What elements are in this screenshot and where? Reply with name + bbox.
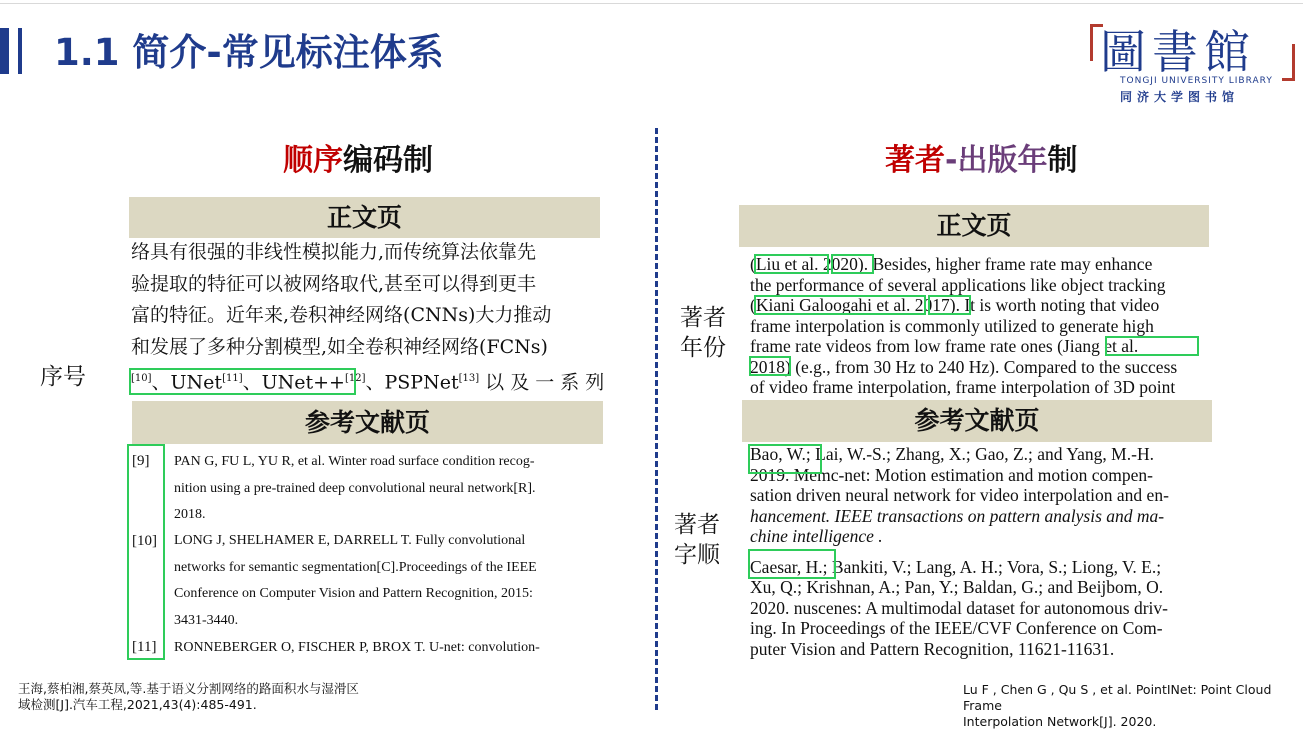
right-heading-red: 著者 [885,143,945,178]
left-ref-list [126,447,606,669]
author-cite: Liu et al. [755,254,819,274]
logo-calligraphy: 圖書館 [1100,25,1256,79]
year-cite: 2017 [914,295,950,315]
right-heading-black: 制 [1047,143,1078,178]
ref-entry-first-line: Caesar, H.; Bankiti, V.; Lang, A. H.; Vora, S.; Liong, V. E.; [750,556,1162,577]
highlight-jiang [1105,336,1199,356]
ref-entry-first-line: Bao, W.; Lai, W.-S.; Zhang, X.; Gao, Z.; and Yang, M.-H. [750,444,1154,464]
left-heading [283,143,433,179]
cite-marker: [10] [131,373,152,384]
left-ref-band: 参考文献页 [132,401,603,444]
right-body-line: (Kiani Galoogahi et al. 2017). It is worth noting that video [750,295,1160,315]
author-cite: Kiani Galoogahi et al. [755,295,911,315]
ref-entry: RONNEBERGER O, FISCHER P, BROX T. U-net: convolution- [174,640,540,655]
author-cite: Jiang et al. [1062,336,1139,356]
right-ref-band: 参考文献页 [742,400,1212,442]
year-cite: 2018 [750,356,785,377]
right-body-line: 2018) (e.g., from 30 Hz to 240 Hz). Compared to the success [750,356,1178,377]
right-side-label-order: 著者 字顺 [674,512,720,568]
right-heading-purple: 出版年 [957,143,1048,178]
cite-marker: [11] [222,373,243,384]
right-body-line: the performance of several applications like object tracking [750,274,1166,295]
left-cite-highlight [129,368,356,395]
highlight-2020 [831,254,874,274]
top-rule [0,3,1303,4]
logo-bracket-right [1282,44,1295,81]
left-body-line: 和发展了多种分割模型,如全卷积神经网络(FCNs) [131,335,548,358]
right-body-line: (Liu et al. 2020). Besides, higher frame rate may enhance [750,254,1153,274]
ref-entry: PAN G, FU L, YU R, et al. Winter road surface condition recog- nition using a pre-trained deep convolutional neural network[R]. 2018. [174,454,536,522]
title-accent-bar-thin [18,28,22,74]
ref-number: [9] [132,453,150,469]
left-cite-line: [10]、UNet[11]、UNet++[12]、PSPNet[13] 以 及 一 系 列 [131,371,605,394]
highlight-2017 [928,295,971,315]
highlight-bao [748,444,822,474]
title-accent-bar [0,28,9,74]
right-body-band: 正文页 [739,205,1209,247]
left-body-line: 验提取的特征可以被网络取代,甚至可以得到更丰 [131,272,537,295]
year-cite: 2020 [822,254,858,274]
right-ref-list: Bao, W.; Lai, W.-S.; Zhang, X.; Gao, Z.; and Yang, M.-H. 2019. Memc-net: Motion estimation and motion compen- sation driven neural network for video interpolation and en- hancement. IEEE transactions on pattern analysis and ma- chine intelligence . Caesar, H.; Bankiti, V.; Lang, A. H.; Vora, S.; Liong, V. E.; Xu, Q.; Krishnan, A.; Pan, Y.; Baldan, G.; and Beijbom, O. 2020. nuscenes: A multimodal dataset for autonomous driv- ing. In Proceedings of the IEEE/CVF Conference on Com- puter Vision and Pattern Recognition, 11621-11631. [750,444,1169,659]
slide-title: 1.1 简介-常见标注体系 [54,31,444,74]
ref-number: [10] [132,533,157,549]
logo-english: TONGJI UNIVERSITY LIBRARY [1120,76,1273,86]
highlight-liu [754,254,829,274]
highlight-2018 [749,356,791,376]
right-body-line: frame rate videos from low frame rate ones (Jiang et al. [750,336,1139,356]
cite-marker: [13] [458,373,480,384]
ref-lead-author: Caesar, H.; [750,556,828,577]
right-heading: 著者-出版年制 [885,143,1078,178]
left-body-band: 正文页 [129,197,600,238]
left-body-line: 络具有很强的非线性模拟能力,而传统算法依靠先 [131,241,537,263]
right-body-line: of video frame interpolation, frame interpolation of 3D point [750,377,1176,397]
left-side-label: 序号 [40,364,86,390]
tongji-library-logo [1090,18,1300,106]
column-divider [655,128,658,710]
left-heading-red: 顺序 [283,143,343,178]
left-ref-number-highlight [127,444,165,660]
right-body-line: frame interpolation is commonly utilized to generate high [750,315,1154,336]
right-side-label-year: 著者 年份 [680,305,726,361]
ref-number: [11] [132,639,157,655]
logo-chinese: 同济大学图书馆 [1120,90,1240,104]
right-body-text [750,254,1177,398]
highlight-caesar [748,549,836,579]
left-heading-black: 编码制 [343,143,433,178]
left-body-line: 富的特征。近年来,卷积神经网络(CNNs)大力推动 [131,304,552,326]
ref-entry: LONG J, SHELHAMER E, DARRELL T. Fully convolutional networks for semantic segmentation[C].Proceedings of the IEEE Conference on Computer Vision and Pattern Recognition, 2015: 3431-3440. [174,533,537,628]
right-footnote: Lu F , Chen G , Qu S , et al. PointINet: Point Cloud Frame Interpolation Network[J]. 2020. [963,682,1272,729]
highlight-kiani [754,295,926,315]
cite-marker: [12] [344,373,366,384]
ref-lead-author: Bao, W.; [750,444,811,464]
left-footnote: 王海,蔡柏湘,蔡英凤,等.基于语义分割网络的路面积水与湿滑区 域检测[J].汽车工程,2021,43(4):485-491. [18,681,359,712]
